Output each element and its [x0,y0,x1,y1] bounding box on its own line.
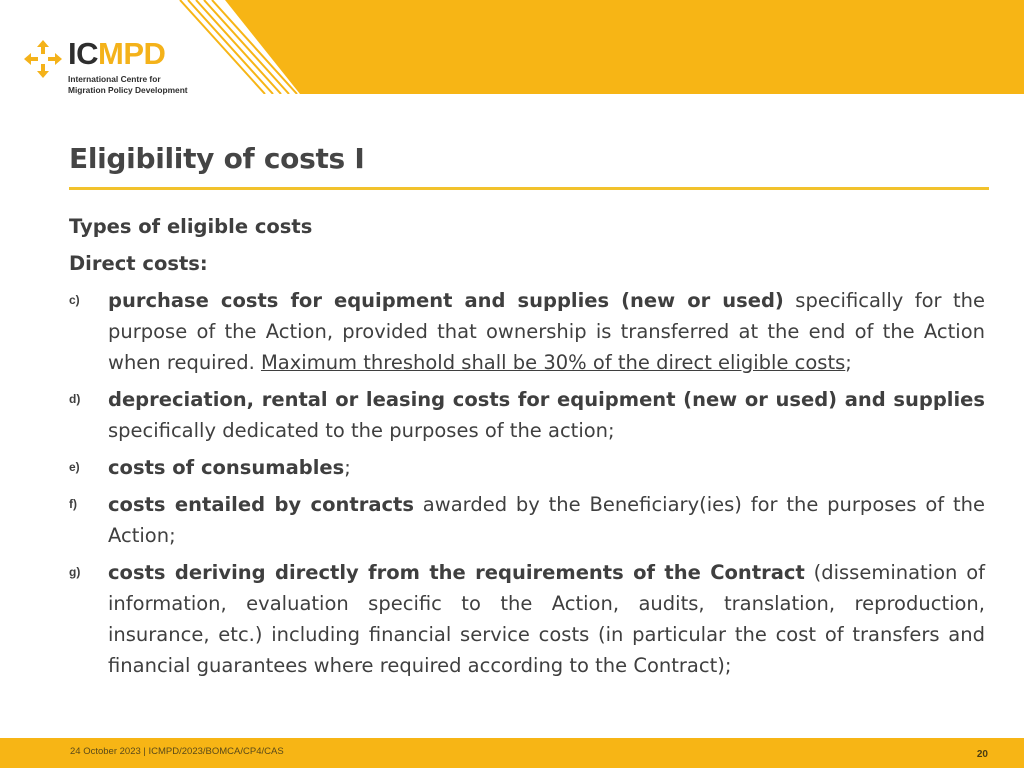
item-text: ; [344,456,351,479]
page-number: 20 [976,749,988,760]
item-bold-text: purchase costs for equipment and supplies (new or used) [108,289,784,312]
footer-bar [0,738,1024,768]
list-marker: d) [69,392,81,406]
list-item [69,384,985,446]
arrows-compass-icon [22,38,64,80]
item-bold-text: depreciation, rental or leasing costs for equipment (new or used) and supplies [108,388,985,411]
footer-reference: 24 October 2023 | ICMPD/2023/BOMCA/CP4/CAS [70,746,284,757]
cost-list [69,285,985,681]
slide-title: Eligibility of costs I [69,142,365,175]
item-bold-text: costs deriving directly from the requirements of the Contract [108,561,805,584]
item-tail: ; [845,351,852,374]
list-marker: f) [69,497,77,511]
title-divider [69,187,989,190]
logo-wordmark: ICMPD [68,36,166,71]
item-text: specifically for the purpose of the Action, provided that ownership is transferred at the end of the Action when required. [108,289,985,374]
item-text: specifically dedicated to the purposes of the action; [108,419,615,442]
subsection-heading: Direct costs: [69,252,208,275]
item-text: awarded by the Beneficiary(ies) for the purposes of the Action; [108,493,986,547]
list-item [69,285,985,378]
list-marker: c) [69,293,80,307]
list-item [69,452,985,483]
list-item [69,557,985,681]
icmpd-logo [22,36,212,98]
list-marker: g) [69,565,81,579]
item-text: (dissemination of information, evaluation specific to the Action, audits, translation, reproduction, insurance, etc.) including financial service costs (in particular the cost of transfers and financial guarantees where required according to the Contract); [108,561,985,677]
section-heading: Types of eligible costs [69,215,313,238]
item-bold-text: costs of consumables [108,456,345,479]
logo-subtitle: International Centre for Migration Policy Development [68,74,188,95]
item-underlined-text: Maximum threshold shall be 30% of the direct eligible costs [260,351,846,374]
list-marker: e) [69,460,80,474]
item-bold-text: costs entailed by contracts [108,493,414,516]
list-item [69,489,985,551]
slide-content [69,211,985,687]
